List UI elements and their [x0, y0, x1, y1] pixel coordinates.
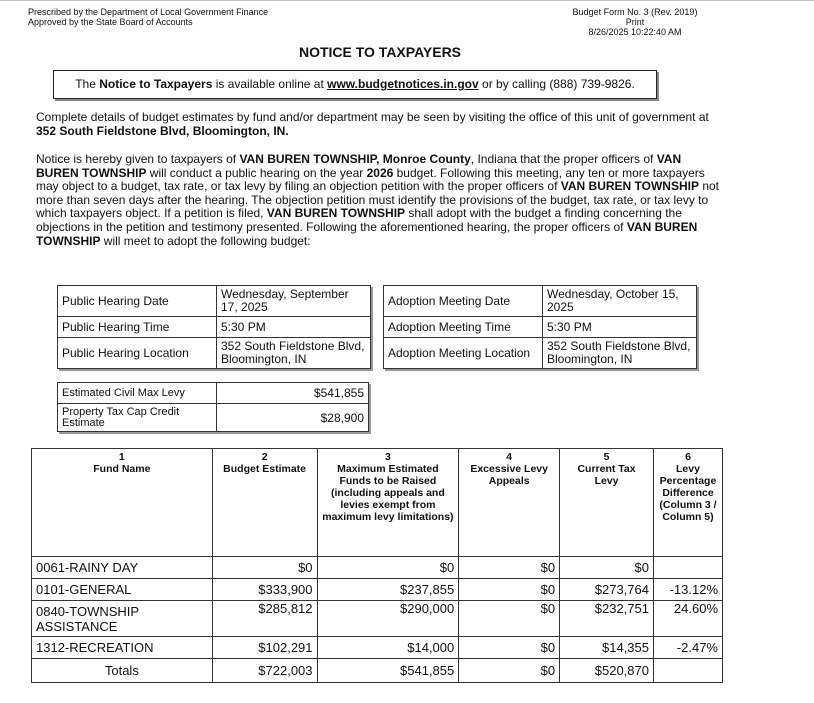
- max-estimated-funds: $237,855: [317, 579, 459, 601]
- print-timestamp: 8/26/2025 10:22:40 AM: [588, 27, 682, 37]
- levy-estimates-table: [57, 382, 369, 432]
- levy-pct-diff: -13.12%: [653, 579, 722, 601]
- col-header-excessive-levy: 4 Excessive Levy Appeals: [459, 449, 560, 557]
- hearing-date-value: Wednesday, September 17, 2025: [217, 286, 371, 317]
- adoption-time-label: Adoption Meeting Time: [384, 317, 543, 338]
- tax-cap-credit-label: Property Tax Cap Credit Estimate: [58, 404, 217, 432]
- col-header-max-estimated-funds: 3 Maximum Estimated Funds to be Raised (including appeals and levies exempt from maximum levy limitations): [317, 449, 459, 557]
- levy-pct-diff: -2.47%: [653, 637, 722, 659]
- civil-max-levy-label: Estimated Civil Max Levy: [58, 383, 217, 404]
- budget-estimate: $333,900: [212, 579, 317, 601]
- current-tax-levy: $14,355: [560, 637, 654, 659]
- public-hearing-table: [57, 285, 371, 369]
- details-paragraph: Complete details of budget estimates by fund and/or department may be seen by visiting the office of this unit of government at 352 South Fieldstone Blvd, Bloomington, IN.: [36, 110, 709, 138]
- current-tax-levy: $232,751: [560, 601, 654, 637]
- totals-label: Totals: [32, 659, 213, 683]
- total-levy-pct-diff: [653, 659, 722, 683]
- levy-pct-diff: [653, 557, 722, 579]
- notice-bold: Notice to Taxpayers: [99, 77, 213, 91]
- total-max-estimated-funds: $541,855: [317, 659, 459, 683]
- fund-table-header-row: [32, 449, 723, 557]
- notice-paragraph: Notice is hereby given to taxpayers of VAN BUREN TOWNSHIP, Monroe County, Indiana that the proper officers of VAN BUREN TOWNSHIP will conduct a public hearing on the year 2026 budget. Following this meeting, any ten or more taxpayers may object to a budget, tax rate, or tax levy by filing an objection petition with the proper officers of VAN BUREN TOWNSHIP not more than seven days after the hearing. The objection petition must identify the provisions of the budget, tax rate, or tax levy to which taxpayers object. If a petition is filed, VAN BUREN TOWNSHIP shall adopt with the budget a finding concerning the objections in the petition and testimony presented. Following the aforementioned hearing, the proper officers of VAN BUREN TOWNSHIP will meet to adopt the following budget:: [36, 152, 719, 248]
- adoption-meeting-table: [383, 285, 697, 369]
- table-row: [32, 637, 723, 659]
- fund-budget-table: [31, 448, 723, 683]
- approved-by: Approved by the State Board of Accounts: [28, 17, 193, 27]
- excessive-levy: $0: [459, 579, 560, 601]
- top-rule: [0, 0, 814, 1]
- page-title: NOTICE TO TAXPAYERS: [298, 44, 462, 60]
- table-row: [32, 601, 723, 637]
- current-tax-levy: $273,764: [560, 579, 654, 601]
- max-estimated-funds: $14,000: [317, 637, 459, 659]
- prescribed-by: Prescribed by the Department of Local Government Finance: [28, 7, 269, 17]
- hearing-location-value: 352 South Fieldstone Blvd, Bloomington, IN: [217, 338, 371, 369]
- print-label: Print: [625, 17, 645, 27]
- table-row: [32, 557, 723, 579]
- adoption-location-value: 352 South Fieldstone Blvd, Bloomington, IN: [543, 338, 697, 369]
- tax-cap-credit-value: $28,900: [217, 404, 369, 432]
- totals-row: [32, 659, 723, 683]
- hearing-date-label: Public Hearing Date: [58, 286, 217, 317]
- header-right: [560, 7, 710, 37]
- total-excessive-levy: $0: [459, 659, 560, 683]
- civil-max-levy-value: $541,855: [217, 383, 369, 404]
- budget-notices-link[interactable]: www.budgetnotices.in.gov: [327, 77, 479, 91]
- excessive-levy: $0: [459, 557, 560, 579]
- budget-estimate: $102,291: [212, 637, 317, 659]
- col-header-budget-estimate: 2 Budget Estimate: [212, 449, 317, 557]
- adoption-date-label: Adoption Meeting Date: [384, 286, 543, 317]
- current-tax-levy: $0: [560, 557, 654, 579]
- excessive-levy: $0: [459, 637, 560, 659]
- levy-pct-diff: 24.60%: [653, 601, 722, 637]
- adoption-location-label: Adoption Meeting Location: [384, 338, 543, 369]
- table-row: [32, 579, 723, 601]
- header-left: [28, 7, 268, 27]
- max-estimated-funds: $0: [317, 557, 459, 579]
- budget-estimate: $285,812: [212, 601, 317, 637]
- total-current-tax-levy: $520,870: [560, 659, 654, 683]
- max-estimated-funds: $290,000: [317, 601, 459, 637]
- office-address: 352 South Fieldstone Blvd, Bloomington, IN.: [36, 123, 289, 138]
- online-notice-box: The Notice to Taxpayers is available online at www.budgetnotices.in.gov or by calling (888) 739-9826.: [53, 70, 657, 99]
- hearing-location-label: Public Hearing Location: [58, 338, 217, 369]
- fund-name: 0101-GENERAL: [32, 579, 213, 601]
- col-header-current-tax-levy: 5 Current Tax Levy: [560, 449, 654, 557]
- fund-name: 0840-TOWNSHIP ASSISTANCE: [32, 601, 213, 637]
- adoption-time-value: 5:30 PM: [543, 317, 697, 338]
- adoption-date-value: Wednesday, October 15, 2025: [543, 286, 697, 317]
- budget-estimate: $0: [212, 557, 317, 579]
- excessive-levy: $0: [459, 601, 560, 637]
- col-header-levy-pct-diff: 6 Levy Percentage Difference (Column 3 / Column 5): [653, 449, 722, 557]
- col-header-fund-name: 1 Fund Name: [32, 449, 213, 557]
- total-budget-estimate: $722,003: [212, 659, 317, 683]
- hearing-time-label: Public Hearing Time: [58, 317, 217, 338]
- fund-name: 0061-RAINY DAY: [32, 557, 213, 579]
- fund-name: 1312-RECREATION: [32, 637, 213, 659]
- hearing-time-value: 5:30 PM: [217, 317, 371, 338]
- form-number: Budget Form No. 3 (Rev. 2019): [572, 7, 698, 17]
